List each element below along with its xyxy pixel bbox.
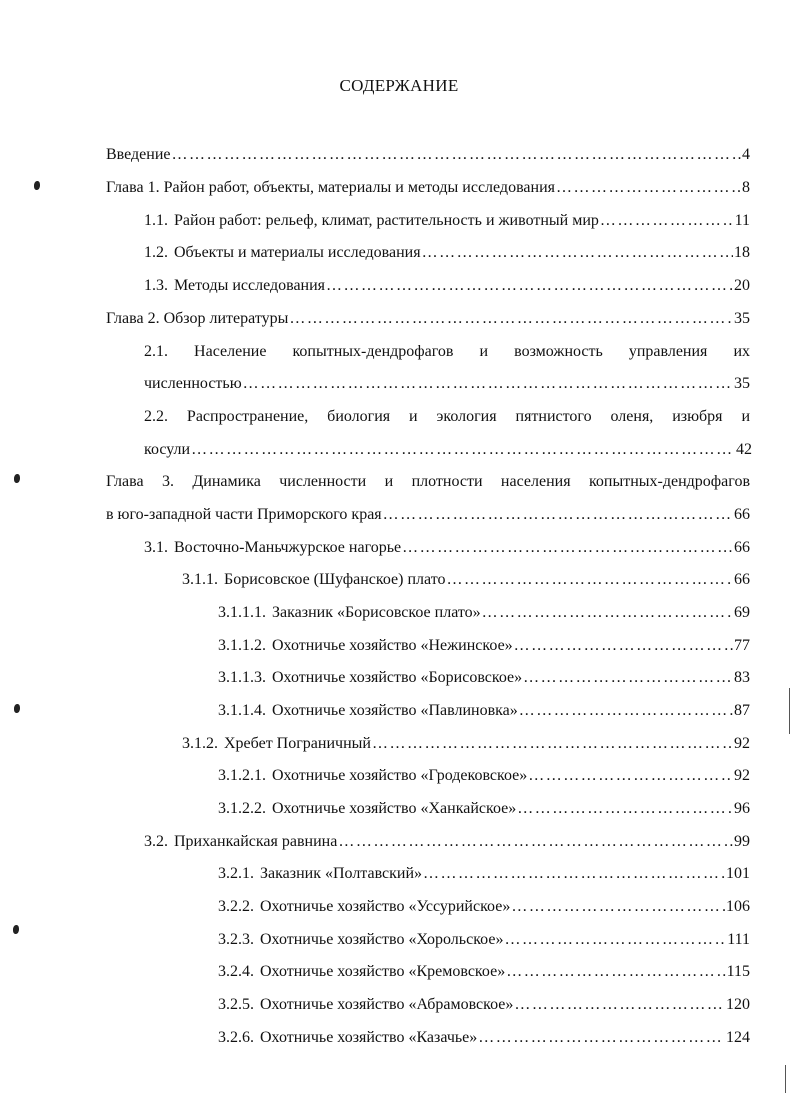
toc-entry-number: 3.1. <box>144 539 168 556</box>
toc-entry-number: 3.1.1.3. <box>218 669 266 686</box>
leader-dots <box>191 438 735 462</box>
toc-entry-3-1-2[interactable] <box>182 732 750 756</box>
toc-entry-text: Глава 2. Обзор литературы <box>106 310 289 327</box>
leader-dots <box>523 666 733 690</box>
toc-entry-text: Охотничье хозяйство «Нежинское» <box>272 637 513 654</box>
toc-entry-3-2-3[interactable] <box>218 928 750 952</box>
toc-page-number: 83 <box>734 669 750 686</box>
toc-entry-number: 2.2. <box>144 408 168 425</box>
toc-entry-3-1-1-3[interactable] <box>218 666 750 690</box>
leader-dots <box>514 634 733 658</box>
toc-entry-3-2[interactable] <box>144 830 750 854</box>
toc-page-number: 66 <box>734 506 750 523</box>
toc-page-number: 11 <box>734 212 750 229</box>
toc-entry-2-2-line-2[interactable] <box>144 438 750 462</box>
scan-speck <box>34 181 40 190</box>
leader-dots <box>511 895 725 919</box>
toc-entry-1-3[interactable] <box>144 274 750 298</box>
toc-entry-chapter-3-line-2[interactable] <box>106 503 750 527</box>
toc-page-number: 35 <box>734 375 750 392</box>
leader-dots <box>372 732 733 756</box>
toc-entry-2-1-line-2[interactable] <box>144 372 750 396</box>
toc-entry-3-1-1-4[interactable] <box>218 699 750 723</box>
toc-entry-number: 3.1.1.4. <box>218 702 266 719</box>
leader-dots <box>600 209 734 233</box>
toc-page-number: 8 <box>742 179 750 196</box>
toc-page-number: 69 <box>734 604 750 621</box>
toc-entry-3-1-1[interactable] <box>182 568 750 592</box>
leader-dots <box>423 862 725 886</box>
toc-entry-text: Охотничье хозяйство «Кремовское» <box>260 963 506 980</box>
toc-entry-number: 3.1.2.2. <box>218 800 266 817</box>
toc-entry-number: 3.1.2.1. <box>218 767 266 784</box>
toc-page-number: 77 <box>734 637 750 654</box>
toc-entry-number: 3.1.1.1. <box>218 604 266 621</box>
toc-page-number: 4 <box>742 146 750 163</box>
toc-page-number: 120 <box>726 996 750 1013</box>
toc-page-number: 124 <box>726 1029 750 1046</box>
leader-dots <box>478 1026 725 1050</box>
toc-entry-text: Хребет Пограничный <box>224 735 371 752</box>
toc-entry-text: Охотничье хозяйство «Борисовское» <box>272 669 523 686</box>
toc-entry-text: Введение <box>106 146 171 163</box>
toc-entry-text: Распространение, биология и экология пятнистого оленя, изюбря и <box>186 408 751 425</box>
toc-entry-1-2[interactable] <box>144 241 750 265</box>
toc-entry-text: Восточно-Маньчжурское нагорье <box>174 539 402 556</box>
toc-entry-3-2-4[interactable] <box>218 960 750 984</box>
leader-dots <box>243 372 733 396</box>
toc-entry-number: 1.2. <box>144 244 168 261</box>
leader-dots <box>482 601 733 625</box>
leader-dots <box>326 274 733 298</box>
toc-entry-text: Глава 1. Район работ, объекты, материалы и методы исследования <box>106 179 555 196</box>
toc-entry-number: 3.2. <box>144 833 168 850</box>
leader-dots <box>172 143 742 167</box>
leader-dots <box>514 993 725 1017</box>
toc-entry-text-continued: численностью <box>144 375 242 392</box>
leader-dots <box>402 536 733 560</box>
toc-entry-3-2-6[interactable] <box>218 1026 750 1050</box>
toc-entry-text: Население копытных-дендрофагов и возможность управления их <box>194 343 751 360</box>
toc-entry-3-1-1-1[interactable] <box>218 601 750 625</box>
scan-speck <box>14 704 20 713</box>
toc-entry-text: Район работ: рельеф, климат, растительность и животный мир <box>174 212 599 229</box>
toc-entry-1-1[interactable] <box>144 209 750 233</box>
toc-entry-number: 3.2.6. <box>218 1029 254 1046</box>
toc-entry-2-2-line-1[interactable] <box>144 405 750 429</box>
toc-entry-text: Охотничье хозяйство «Гродековское» <box>272 767 528 784</box>
toc-entry-3-2-1[interactable] <box>218 862 750 886</box>
toc-entry-3-2-5[interactable] <box>218 993 750 1017</box>
toc-entry-number: 1.1. <box>144 212 168 229</box>
leader-dots <box>504 928 726 952</box>
toc-entry-number: 3.2.1. <box>218 865 254 882</box>
toc-entry-number: 3.2.5. <box>218 996 254 1013</box>
toc-entry-number: 3.2.4. <box>218 963 254 980</box>
toc-page-number: 92 <box>734 767 750 784</box>
toc-entry-3-2-2[interactable] <box>218 895 750 919</box>
toc-entry-number: 3.1.1. <box>182 571 218 588</box>
leader-dots <box>506 960 725 984</box>
toc-entry-text-continued: косули <box>144 441 191 458</box>
toc-entry-text: Охотничье хозяйство «Хорольское» <box>260 931 504 948</box>
toc-entry-number: 2.1. <box>144 343 168 360</box>
toc-entry-number: 1.3. <box>144 277 168 294</box>
toc-entry-chapter-1[interactable] <box>106 176 750 200</box>
toc-entry-text: Заказник «Борисовское плато» <box>272 604 481 621</box>
toc-page-number: 92 <box>734 735 750 752</box>
toc-entry-text: Глава 3. Динамика численности и плотности населения копытных-дендрофагов <box>106 473 750 490</box>
toc-entry-3-1-2-1[interactable] <box>218 764 750 788</box>
toc-entry-chapter-2[interactable] <box>106 307 750 331</box>
toc-entry-text: Приханкайская равнина <box>174 833 338 850</box>
scan-edge-line <box>785 1065 786 1093</box>
leader-dots <box>289 307 733 331</box>
leader-dots <box>517 797 733 821</box>
toc-page-number: 115 <box>726 963 750 980</box>
toc-entry-text: Охотничье хозяйство «Абрамовское» <box>260 996 514 1013</box>
toc-entry-text: Борисовское (Шуфанское) плато <box>224 571 446 588</box>
toc-page-number: 66 <box>734 539 750 556</box>
toc-entry-text: Методы исследования <box>174 277 326 294</box>
leader-dots <box>446 568 733 592</box>
toc-entry-text: Объекты и материалы исследования <box>174 244 421 261</box>
scan-speck <box>13 925 19 934</box>
leader-dots <box>528 764 733 788</box>
toc-entry-number: 3.2.3. <box>218 931 254 948</box>
toc-entry-text-continued: в юго-западной части Приморского края <box>106 506 382 523</box>
leader-dots <box>338 830 733 854</box>
toc-entry-text: Охотничье хозяйство «Уссурийское» <box>260 898 511 915</box>
toc-page-number: 87 <box>734 702 750 719</box>
toc-page-number: 35 <box>734 310 750 327</box>
toc-entry-3-1[interactable] <box>144 536 750 560</box>
toc-entry-chapter-3-line-1[interactable] <box>106 470 750 494</box>
toc-page-number: 96 <box>734 800 750 817</box>
toc-page-number: 101 <box>726 865 750 882</box>
toc-entry-number: 3.1.2. <box>182 735 218 752</box>
toc-entry-3-1-2-2[interactable] <box>218 797 750 821</box>
toc-page-number: 111 <box>727 931 750 948</box>
toc-entry-text: Охотничье хозяйство «Казачье» <box>260 1029 478 1046</box>
leader-dots <box>556 176 741 200</box>
toc-page-number: 42 <box>736 441 752 458</box>
leader-dots <box>519 699 733 723</box>
toc-page-number: 20 <box>734 277 750 294</box>
leader-dots <box>422 241 733 265</box>
toc-entry-number: 3.2.2. <box>218 898 254 915</box>
toc-entry-2-1-line-1[interactable] <box>144 340 750 364</box>
scan-speck <box>14 474 20 483</box>
toc-entry-text: Заказник «Полтавский» <box>260 865 423 882</box>
toc-page-number: 106 <box>726 898 750 915</box>
leader-dots <box>383 503 733 527</box>
toc-entry-number: 3.1.1.2. <box>218 637 266 654</box>
scan-edge-line <box>789 688 790 734</box>
toc-entry-text: Охотничье хозяйство «Ханкайское» <box>272 800 517 817</box>
page-title: СОДЕРЖАНИЕ <box>339 76 459 95</box>
toc-page-number: 99 <box>734 833 750 850</box>
toc-entry-3-1-1-2[interactable] <box>218 634 750 658</box>
toc-page-number: 66 <box>734 571 750 588</box>
toc-page-number: 18 <box>734 244 750 261</box>
toc-entry-introduction[interactable] <box>106 143 750 167</box>
toc-entry-text: Охотничье хозяйство «Павлиновка» <box>272 702 518 719</box>
